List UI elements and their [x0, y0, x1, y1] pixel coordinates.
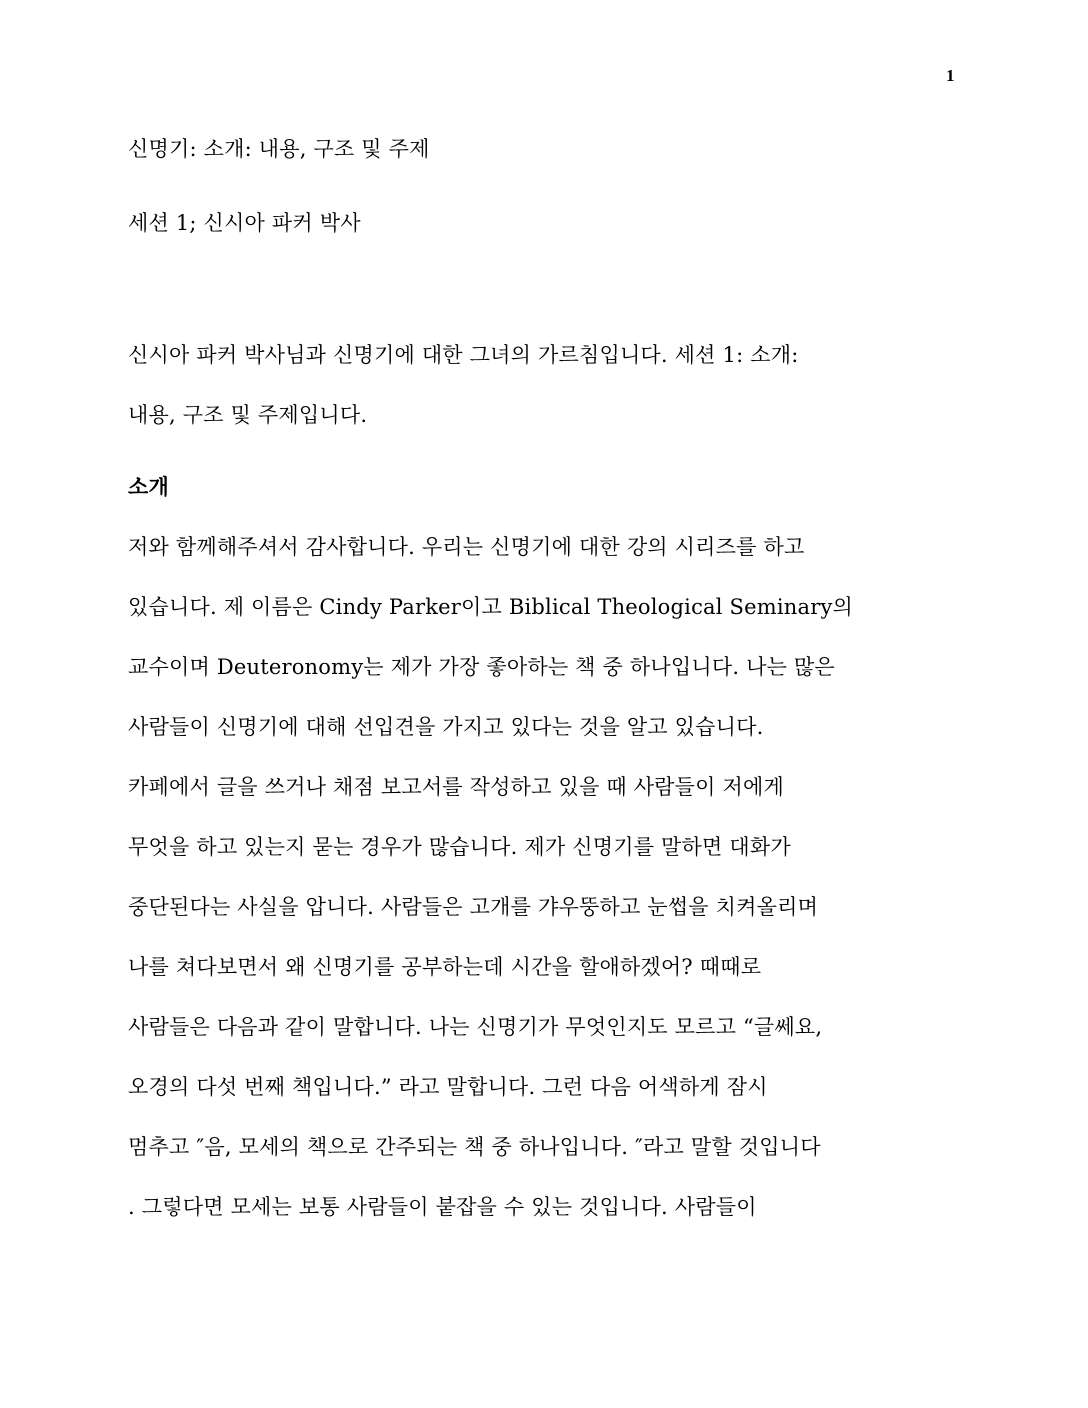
body-line: 있습니다. 제 이름은 Cindy Parker이고 Biblical Theological Seminary의 — [128, 595, 854, 619]
intro-line: 신시아 파커 박사님과 신명기에 대한 그녀의 가르침입니다. 세션 1: 소개: — [128, 343, 799, 367]
body-line: . 그렇다면 모세는 보통 사람들이 붙잡을 수 있는 것입니다. 사람들이 — [128, 1195, 757, 1219]
page-number: 1 — [946, 66, 955, 85]
document-subtitle: 세션 1; 신시아 파커 박사 — [128, 211, 361, 235]
body-line: 저와 함께해주셔서 감사합니다. 우리는 신명기에 대한 강의 시리즈를 하고 — [128, 535, 805, 559]
body-line: 중단된다는 사실을 압니다. 사람들은 고개를 갸우뚱하고 눈썹을 치켜올리며 — [128, 895, 819, 919]
document-title: 신명기: 소개: 내용, 구조 및 주제 — [128, 137, 430, 161]
section-heading: 소개 — [128, 475, 169, 499]
body-line: 멈추고 ″음, 모세의 책으로 간주되는 책 중 하나입니다. ″라고 말할 것입니다 — [128, 1135, 821, 1159]
body-line: 교수이며 Deuteronomy는 제가 가장 좋아하는 책 중 하나입니다. 나는 많은 — [128, 655, 835, 679]
body-line: 사람들이 신명기에 대해 선입견을 가지고 있다는 것을 알고 있습니다. — [128, 715, 764, 739]
body-line: 무엇을 하고 있는지 묻는 경우가 많습니다. 제가 신명기를 말하면 대화가 — [128, 835, 791, 859]
body-line: 나를 쳐다보면서 왜 신명기를 공부하는데 시간을 할애하겠어? 때때로 — [128, 955, 762, 979]
body-line: 카페에서 글을 쓰거나 채점 보고서를 작성하고 있을 때 사람들이 저에게 — [128, 775, 784, 799]
body-line: 오경의 다섯 번째 책입니다.” 라고 말합니다. 그런 다음 어색하게 잠시 — [128, 1075, 768, 1099]
intro-line: 내용, 구조 및 주제입니다. — [128, 403, 368, 427]
body-line: 사람들은 다음과 같이 말합니다. 나는 신명기가 무엇인지도 모르고 “글쎄요, — [128, 1015, 823, 1039]
